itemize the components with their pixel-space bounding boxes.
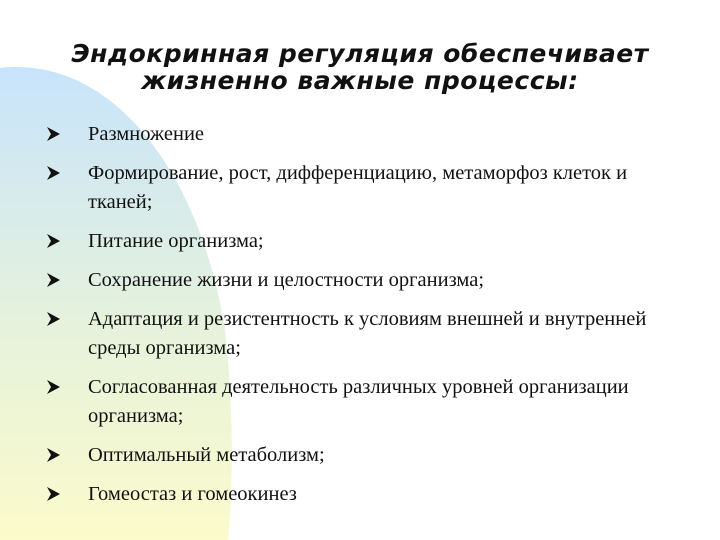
bullet-text: Формирование, рост, дифференциацию, метаморфоз клеток и тканей; <box>88 162 628 213</box>
list-item <box>46 305 666 363</box>
list-item <box>46 159 666 217</box>
arrowhead-bullet-icon <box>46 126 62 142</box>
arrowhead-bullet-icon <box>46 311 62 327</box>
list-item <box>46 480 666 509</box>
arrowhead-bullet-icon <box>46 486 62 502</box>
bullet-text: Гомеостаз и гомеокинез <box>88 483 297 505</box>
slide-title <box>30 40 690 94</box>
bullet-text: Питание организма; <box>88 230 264 252</box>
arrowhead-bullet-icon <box>46 447 62 463</box>
bullet-text: Оптимальный метаболизм; <box>88 444 325 466</box>
arrowhead-bullet-icon <box>46 379 62 395</box>
bullet-text: Адаптация и резистентность к условиям внешней и внутренней среды организма; <box>88 308 647 359</box>
list-item <box>46 373 666 431</box>
title-line-2: жизненно важные процессы: <box>141 66 579 95</box>
bullet-list <box>46 120 666 519</box>
arrowhead-bullet-icon <box>46 272 62 288</box>
bullet-text: Согласованная деятельность различных уровней организации организма; <box>88 376 629 427</box>
arrowhead-bullet-icon <box>46 233 62 249</box>
list-item <box>46 227 666 256</box>
bullet-text: Размножение <box>88 123 205 145</box>
list-item <box>46 441 666 470</box>
list-item <box>46 266 666 295</box>
arrowhead-bullet-icon <box>46 165 62 181</box>
bullet-text: Сохранение жизни и целостности организма; <box>88 269 485 291</box>
list-item <box>46 120 666 149</box>
title-line-1: Эндокринная регуляция обеспечивает <box>71 39 649 68</box>
